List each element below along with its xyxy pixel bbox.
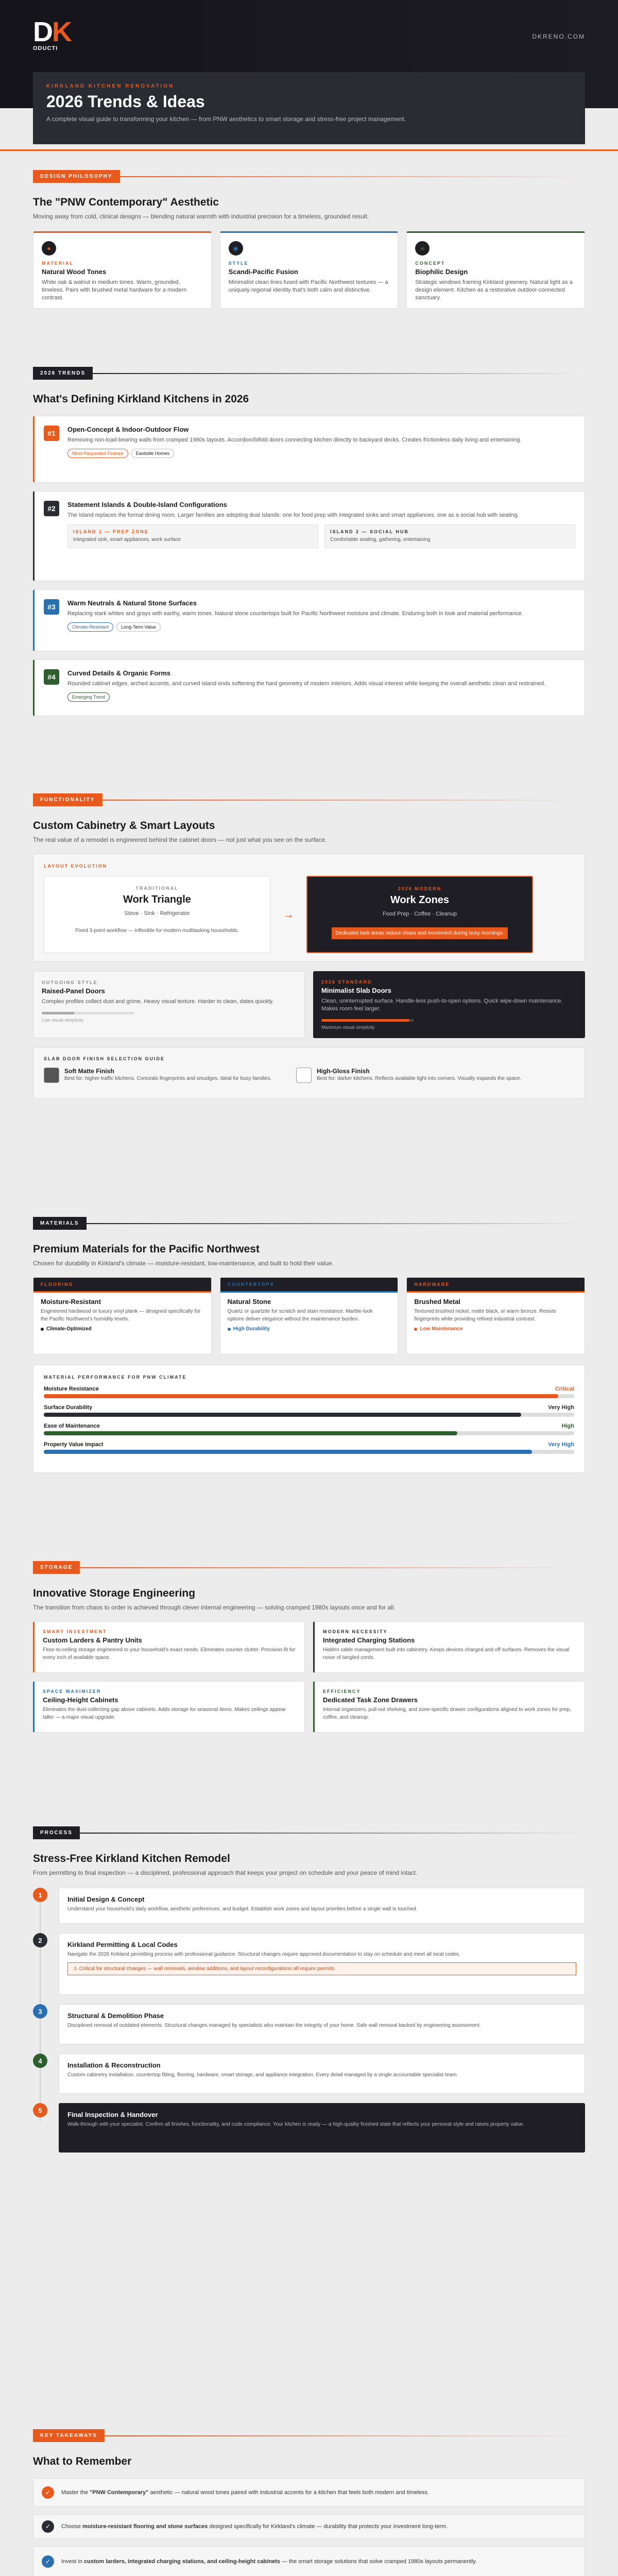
section-takeaways: [33, 2429, 585, 2576]
card-title: Dedicated Task Zone Drawers: [323, 1696, 418, 1704]
card-text: Complex profiles collect dust and grime. Heavy visual texture. Harder to clean, dates quickly.: [42, 998, 274, 1005]
bar-label: Low visual simplicity: [42, 1018, 84, 1023]
trend-badge: Long-Term Value: [116, 622, 161, 632]
trend-badge: Emerging Trend: [67, 692, 110, 702]
card-text: Floor-to-ceiling storage engineered to your household's exact needs. Eliminates counter clutter. Precision-fit for every inch of available space.: [43, 1647, 296, 1660]
dot-icon: [414, 1328, 417, 1331]
material-card: [406, 1277, 585, 1354]
section-title: The "PNW Contemporary" Aesthetic: [33, 196, 219, 208]
trend-badge: Climate-Resistant: [67, 622, 113, 632]
panel-label: MATERIAL PERFORMANCE FOR PNW CLIMATE: [44, 1375, 187, 1380]
philosophy-card: [406, 231, 585, 309]
performance-panel: [33, 1365, 585, 1473]
card-label: EFFICIENCY: [323, 1689, 361, 1694]
zone-label: ISLAND 2 — SOCIAL HUB: [330, 529, 409, 534]
wood-icon: ●: [42, 241, 56, 256]
finish-list: [44, 1067, 574, 1083]
hero-banner: [33, 72, 585, 144]
trend-title: Statement Islands & Double-Island Configurations: [67, 501, 227, 509]
process-step: [33, 2103, 585, 2153]
step-title: Installation & Reconstruction: [67, 2061, 161, 2069]
step-text: Custom cabinetry installation, countertop fitting, flooring, hardware, smart storage, and appliance integration. Every detail managed by a single accountable specialist team.: [67, 2072, 458, 2078]
card-note: Fixed 3-point workflow — inflexible for modern multitasking households.: [75, 928, 239, 934]
zone-text: Comfortable seating, gathering, entertaining: [330, 537, 431, 543]
takeaway-emphasis: "PNW Contemporary": [90, 2489, 149, 2496]
card-title: Scandi-Pacific Fusion: [228, 268, 298, 276]
performance-value: Very High: [548, 1442, 574, 1448]
zone-text: Integrated sink, smart appliances, work surface: [73, 537, 181, 543]
logo-subtext: ODUCTI: [33, 45, 58, 52]
trend-text: The island replaces the formal dining room. Larger families are adopting dual islands: one for food prep with integrated sinks and smart appliances, one as a social hub with seating.: [67, 512, 519, 518]
step-number: 1: [33, 1888, 47, 1902]
takeaway-text: Master the: [61, 2489, 90, 2496]
card-label: CONCEPT: [415, 261, 445, 266]
section-title: What's Defining Kirkland Kitchens in 2026: [33, 393, 249, 405]
performance-row: [44, 1404, 574, 1417]
card-text: Engineered hardwood or luxury vinyl plank — designed specifically for the Pacific Northwest's humidity levels.: [41, 1309, 201, 1322]
takeaway-emphasis: custom larders, integrated charging stations, and ceiling-height cabinets: [84, 2558, 280, 2565]
section-lead: The transition from chaos to order is achieved through clever internal engineering — solving cramped 1980s layouts once and for all.: [33, 1604, 396, 1611]
card-items: Stove · Sink · Refrigerator: [124, 910, 190, 917]
card-text: Clean, uninterrupted surface. Handle-less push-to-open options. Quick wipe-down maintenance. Makes room feel larger.: [321, 998, 563, 1012]
section-tag: KEY TAKEAWAYS: [33, 2429, 105, 2442]
storage-card: [33, 1621, 305, 1673]
trend-number: #2: [44, 501, 59, 516]
performance-value: Critical: [555, 1386, 574, 1392]
section-tag: MATERIALS: [33, 1217, 87, 1230]
card-title: Work Zones: [390, 894, 450, 906]
step-title: Kirkland Permitting & Local Codes: [67, 1941, 178, 1948]
section-philosophy: [33, 170, 585, 309]
performance-value: Very High: [548, 1404, 574, 1411]
tag-line: [120, 176, 585, 177]
logo-letter-d: D: [33, 16, 52, 47]
logo-letter-k: K: [52, 16, 71, 47]
tag-line: [105, 2435, 585, 2436]
trend-title: Open-Concept & Indoor-Outdoor Flow: [67, 426, 189, 433]
section-tag: FUNCTIONALITY: [33, 793, 102, 806]
bar-fill: [321, 1019, 409, 1022]
card-label: OUTGOING STYLE: [42, 980, 98, 985]
step-card: [59, 2054, 585, 2094]
site-link[interactable]: DKRENO.COM: [532, 33, 585, 40]
process-step: [33, 1933, 585, 1995]
finish-text: Best for: higher-traffic kitchens. Conceals fingerprints and smudges. Ideal for busy families.: [64, 1076, 272, 1081]
section-title: Premium Materials for the Pacific Northwest: [33, 1243, 260, 1255]
simplicity-bar: [321, 1019, 414, 1022]
card-label: STYLE: [228, 261, 249, 266]
process-step: [33, 2054, 585, 2094]
step-warning: ⚠ Critical for structural changes — wall removals, window additions, and layout reconfigurations all require permits.: [67, 1962, 576, 1975]
card-label: 2026 MODERN: [398, 886, 442, 891]
performance-fill: [44, 1394, 558, 1398]
card-title: Raised-Panel Doors: [42, 987, 105, 995]
performance-fill: [44, 1450, 532, 1454]
finish-option: [296, 1067, 533, 1083]
performance-name: Property Value Impact: [44, 1442, 104, 1448]
step-text: Walk-through with your specialist. Confirm all finishes, functionality, and code compliance. Your kitchen is ready — a high-quality finished state that reflects your personal style and raises property value.: [67, 2122, 525, 2127]
trend-list: [33, 416, 585, 716]
hero-subtitle: A complete visual guide to transforming your kitchen — from PNW aesthetics to smart storage and stress-free project management.: [46, 115, 406, 123]
panel-label: SLAB DOOR FINISH SELECTION GUIDE: [44, 1056, 165, 1061]
philosophy-cards: [33, 231, 585, 309]
simplicity-bar: [42, 1012, 134, 1014]
card-text: Hidden cable management built into cabinetry. Keeps devices charged and off surfaces. Removes the visual noise of tangled cords.: [323, 1647, 570, 1660]
step-text: Understand your household's daily workflow, aesthetic preferences, and budget. Establish work zones and layout priorities before a single wall is touched.: [67, 1906, 418, 1912]
material-card: [33, 1277, 212, 1354]
section-lead: Chosen for durability in Kirkland's climate — moisture-resistant, low-maintenance, and built to hold their value.: [33, 1260, 334, 1267]
performance-name: Surface Durability: [44, 1404, 93, 1411]
bar-fill: [42, 1012, 74, 1014]
takeaway-text: Choose: [61, 2523, 82, 2530]
check-icon: ✓: [42, 2486, 54, 2499]
process-step: [33, 2004, 585, 2044]
page-title: 2026 Trends & Ideas: [46, 92, 205, 111]
performance-bar: [44, 1431, 574, 1435]
takeaway-item: [33, 2478, 585, 2507]
matte-swatch: [44, 1067, 59, 1083]
trend-number: #4: [44, 669, 59, 685]
material-tag: Climate-Optimized: [46, 1326, 92, 1332]
material-card: [220, 1277, 399, 1354]
performance-name: Moisture Resistance: [44, 1386, 99, 1392]
process-steps: [33, 1888, 585, 2153]
storage-card: [33, 1681, 305, 1733]
card-text: Internal organizers, pull-out shelving, and zone-specific drawer configurations aligned to work zones for prep, coffee, and cleanup.: [323, 1707, 571, 1720]
zone-label: ISLAND 1 — PREP ZONE: [73, 529, 149, 534]
panel-label: LAYOUT EVOLUTION: [44, 863, 108, 869]
section-tag: STORAGE: [33, 1561, 80, 1574]
work-triangle-card: [44, 876, 270, 953]
card-title: Ceiling-Height Cabinets: [43, 1696, 118, 1704]
finish-title: High-Gloss Finish: [317, 1067, 370, 1075]
step-number: 2: [33, 1933, 47, 1947]
trend-text: Removing non-load-bearing walls from cramped 1980s layouts. Accordion/bifold doors connecting kitchen directly to backyard decks. Creates frictionless daily living and entertaining.: [67, 437, 522, 443]
card-title: Minimalist Slab Doors: [321, 987, 391, 994]
step-card: [59, 1933, 585, 1995]
step-card: [59, 1888, 585, 1924]
trend-text: Rounded cabinet edges, arched accents, and curved island ends softening the hard geometry of modern interiors. Adds visual interest while keeping the overall aesthetic clean and restrained.: [67, 681, 546, 687]
philosophy-card: [220, 231, 399, 309]
takeaway-text: designed specifically for Kirkland's climate — durability that protects your investment long-term.: [208, 2523, 448, 2530]
step-text: Disciplined removal of outdated elements. Structural changes managed by specialists who maintain the integrity of your home. Safe wall removal backed by engineering assessment.: [67, 2023, 481, 2028]
performance-row: [44, 1442, 574, 1454]
card-label: FLOORING: [41, 1282, 74, 1287]
dot-icon: [41, 1328, 44, 1331]
step-number: 4: [33, 2054, 47, 2068]
section-title: Custom Cabinetry & Smart Layouts: [33, 820, 215, 832]
takeaway-text: Invest in: [61, 2558, 84, 2565]
step-text: Navigate the 2026 Kirkland permitting process with professional guidance. Structural changes require approved documentation to stay on schedule and meet all local codes.: [67, 1952, 460, 1957]
performance-bar: [44, 1413, 574, 1417]
card-title: Integrated Charging Stations: [323, 1636, 415, 1644]
card-text: White oak & walnut in medium tones. Warm, grounded, timeless. Pairs with brushed metal hardware for a modern contrast.: [42, 279, 187, 301]
section-title: Stress-Free Kirkland Kitchen Remodel: [33, 1853, 230, 1865]
card-text: Eliminates the dust-collecting gap above cabinets. Adds storage for seasonal items. Makes ceilings appear taller — a major visual upgrade.: [43, 1707, 286, 1720]
section-tag: 2026 TRENDS: [33, 367, 93, 380]
trend-number: #3: [44, 599, 59, 615]
takeaway-emphasis: moisture-resistant flooring and stone surfaces: [82, 2523, 208, 2530]
card-label: MODERN NECESSITY: [323, 1629, 388, 1634]
performance-bar: [44, 1450, 574, 1454]
card-items: Food Prep · Coffee · Cleanup: [382, 911, 457, 917]
step-number: 3: [33, 2004, 47, 2019]
check-icon: ✓: [42, 2555, 54, 2568]
section-lead: The real value of a remodel is engineered behind the cabinet doors — not just what you see on the surface.: [33, 836, 327, 843]
performance-list: [44, 1386, 574, 1454]
card-title: Brushed Metal: [414, 1298, 460, 1306]
tag-line: [87, 1223, 585, 1224]
arrow-right-icon: →: [283, 908, 294, 921]
trend-card: [33, 491, 585, 581]
finish-option: [44, 1067, 281, 1083]
gloss-swatch: [296, 1067, 312, 1083]
section-lead: Moving away from cold, clinical designs — blending natural warmth with industrial precision for a timeless, grounded result.: [33, 213, 369, 220]
brand-logo[interactable]: [33, 16, 585, 52]
process-step: [33, 1888, 585, 1924]
check-icon: ✓: [42, 2520, 54, 2533]
step-title: Initial Design & Concept: [67, 1895, 145, 1903]
performance-name: Ease of Maintenance: [44, 1423, 100, 1429]
card-title: Work Triangle: [123, 894, 191, 905]
trend-title: Warm Neutrals & Natural Stone Surfaces: [67, 599, 197, 607]
material-tag: High Durability: [233, 1326, 270, 1332]
card-label: SPACE MAXIMIZER: [43, 1689, 101, 1694]
work-zones-card: [306, 876, 533, 953]
finish-text: Best for: darker kitchens. Reflects available light into corners. Visually expands the space.: [317, 1076, 522, 1081]
tag-line: [102, 800, 585, 801]
finish-title: Soft Matte Finish: [64, 1067, 114, 1075]
section-tag: DESIGN PHILOSOPHY: [33, 170, 120, 183]
material-cards: [33, 1277, 585, 1354]
section-materials: [33, 1217, 585, 1473]
section-storage: [33, 1561, 585, 1733]
storage-grid: [33, 1621, 585, 1733]
leaf-icon: ◈: [415, 241, 430, 256]
dot-icon: [228, 1328, 231, 1331]
card-title: Custom Larders & Pantry Units: [43, 1636, 142, 1644]
performance-row: [44, 1423, 574, 1435]
takeaway-item: [33, 2514, 585, 2539]
card-title: Natural Stone: [227, 1298, 271, 1306]
performance-value: High: [561, 1423, 574, 1429]
bar-label: Maximum visual simplicity: [321, 1025, 375, 1030]
card-label: TRADITIONAL: [135, 886, 179, 891]
layout-evolution-panel: [33, 854, 585, 962]
tag-line: [93, 373, 585, 374]
trend-card: [33, 416, 585, 483]
performance-row: [44, 1386, 574, 1398]
section-title: Innovative Storage Engineering: [33, 1587, 196, 1599]
storage-card: [313, 1681, 585, 1733]
performance-fill: [44, 1413, 521, 1417]
slab-door-card: [313, 971, 585, 1038]
card-text: Textured brushed nickel, matte black, or warm bronze. Resists fingerprints while providing refined industrial contrast.: [414, 1309, 557, 1322]
step-title: Structural & Demolition Phase: [67, 2012, 164, 2020]
step-title: Final Inspection & Handover: [67, 2111, 158, 2119]
orange-divider: [0, 149, 618, 151]
trend-text: Replacing stark whites and grays with earthy, warm tones. Natural stone countertops built for Pacific Northwest moisture and climate. Enduring both in look and material performance.: [67, 611, 523, 617]
card-text: Quartz or quartzite for scratch and stain resistance. Marble-look options deliver elegance without the maintenance burden.: [227, 1309, 373, 1322]
trend-card: [33, 589, 585, 651]
card-label: 2026 STANDARD: [321, 979, 372, 985]
performance-bar: [44, 1394, 574, 1398]
section-trends: [33, 367, 585, 724]
card-note: Dedicated task areas reduce chaos and movement during busy mornings.: [332, 927, 508, 939]
section-title: What to Remember: [33, 2455, 132, 2467]
trend-number: #1: [44, 426, 59, 441]
card-text: Strategic windows framing Kirkland greenery. Natural light as a design element. Kitchen as a restorative outdoor-connected sanctuary.: [415, 279, 573, 301]
step-number: 5: [33, 2103, 47, 2117]
island-zone: [67, 524, 318, 548]
island-zone: [324, 524, 575, 548]
trend-title: Curved Details & Organic Forms: [67, 669, 171, 677]
section-process: [33, 1826, 585, 2162]
style-icon: ◉: [229, 241, 243, 256]
hero-kicker: KIRKLAND KITCHEN RENOVATION: [46, 83, 175, 89]
takeaway-text: aesthetic — natural wood tones paired with industrial accents for a kitchen that feels both modern and timeless.: [148, 2489, 430, 2496]
card-text: Minimalist clean lines fused with Pacific Northwest textures — a uniquely regional identity that's both calm and distinctive.: [228, 279, 388, 293]
card-label: SMART INVESTMENT: [43, 1629, 107, 1634]
raised-panel-card: [33, 971, 305, 1038]
performance-fill: [44, 1431, 457, 1435]
card-title: Natural Wood Tones: [42, 268, 107, 276]
card-title: Moisture-Resistant: [41, 1298, 101, 1306]
trend-card: [33, 659, 585, 716]
takeaway-item: [33, 2546, 585, 2576]
section-tag: PROCESS: [33, 1826, 80, 1839]
step-card: [59, 2103, 585, 2153]
card-label: COUNTERTOPS: [227, 1282, 274, 1287]
philosophy-card: [33, 231, 212, 309]
section-functionality: [33, 793, 585, 1099]
takeaway-text: — the smart storage solutions that solve cramped 1980s layouts permanently.: [280, 2558, 477, 2565]
tag-line: [80, 1567, 585, 1568]
trend-badge: Most-Requested Feature: [67, 449, 128, 458]
step-card: [59, 2004, 585, 2044]
finish-guide-panel: [33, 1047, 585, 1099]
section-lead: From permitting to final inspection — a disciplined, professional approach that keeps your project on schedule and your peace of mind intact.: [33, 1869, 418, 1876]
trend-badge: Eastside Homes: [131, 449, 175, 458]
material-tag: Low Maintenance: [420, 1326, 463, 1332]
card-title: Biophilic Design: [415, 268, 468, 276]
storage-card: [313, 1621, 585, 1673]
card-label: HARDWARE: [414, 1282, 450, 1287]
takeaway-list: [33, 2478, 585, 2576]
card-label: MATERIAL: [42, 261, 74, 266]
tag-line: [80, 1833, 585, 1834]
